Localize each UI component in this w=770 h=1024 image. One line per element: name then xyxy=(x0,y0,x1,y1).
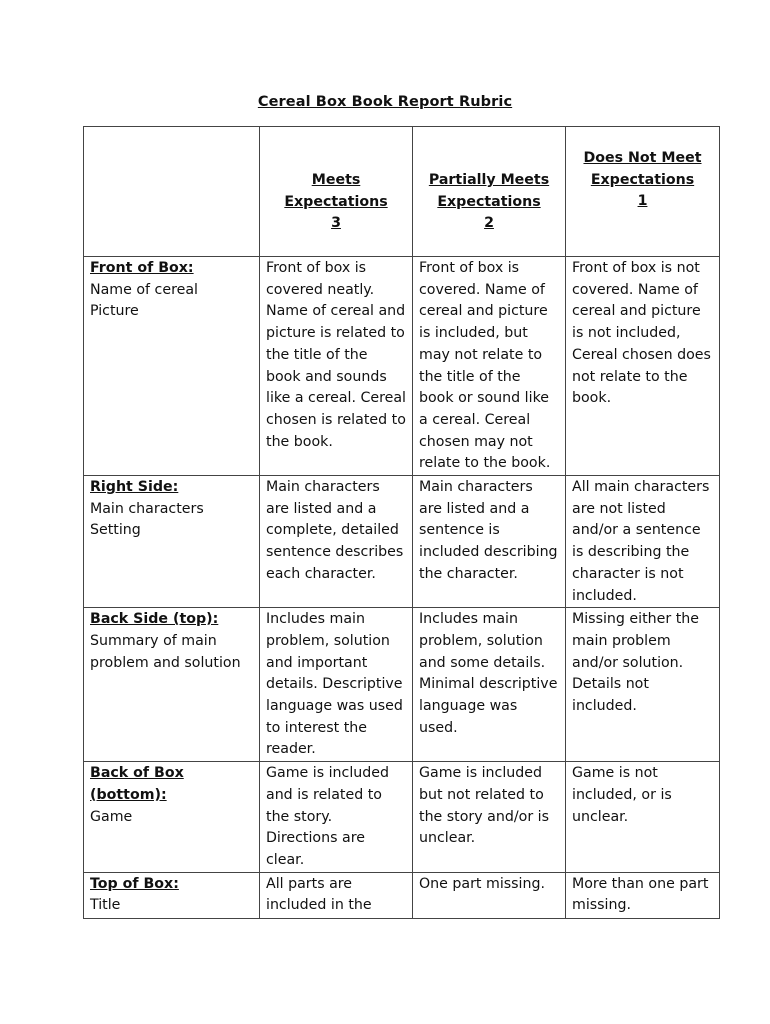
category-name: Right Side: xyxy=(90,479,179,496)
rubric-row-right-side xyxy=(84,476,720,608)
category-cell xyxy=(84,257,260,476)
category-cell xyxy=(84,872,260,918)
partial-cell: Main characters are listed and a sentence is included describing the character. xyxy=(413,476,566,608)
not-meet-cell: Missing either the main problem and/or solution. Details not included. xyxy=(566,608,720,762)
category-item: Picture xyxy=(90,303,139,320)
header-not-meet-line: Expectations xyxy=(590,171,695,188)
meets-cell: Game is included and is related to the story. Directions are clear. xyxy=(260,762,413,873)
header-meets-score: 3 xyxy=(331,215,341,232)
partial-cell: One part missing. xyxy=(413,872,566,918)
partial-cell: Includes main problem, solution and some details. Minimal descriptive language was used. xyxy=(413,608,566,762)
header-cell-partial xyxy=(413,127,566,257)
header-partial-score: 2 xyxy=(484,215,494,232)
header-meets-line: Expectations xyxy=(284,193,388,210)
not-meet-cell: Front of box is not covered. Name of cereal and picture is not included, Cereal chosen does not relate to the book. xyxy=(566,257,720,476)
header-partial-line: Expectations xyxy=(437,193,541,210)
header-row xyxy=(84,127,720,257)
partial-cell: Game is included but not related to the story and/or is unclear. xyxy=(413,762,566,873)
category-cell xyxy=(84,608,260,762)
category-item: Title xyxy=(90,897,121,914)
category-name: Back of Box (bottom): xyxy=(90,765,184,803)
category-name: Front of Box: xyxy=(90,260,194,276)
header-meets-line: Meets xyxy=(311,171,361,188)
partial-cell: Front of box is covered. Name of cereal and picture is included, but may not relate to the title of the book or sound like a cereal. Cereal chosen may not relate to the book. xyxy=(413,257,566,476)
rubric-row-back-side-top xyxy=(84,608,720,762)
meets-cell: Front of box is covered neatly. Name of cereal and picture is related to the title of the book and sounds like a cereal. Cereal chosen is related to the book. xyxy=(260,257,413,476)
not-meet-cell: Game is not included, or is unclear. xyxy=(566,762,720,873)
not-meet-cell: More than one part missing. xyxy=(566,872,720,918)
category-cell xyxy=(84,476,260,608)
header-cell-not-meet xyxy=(566,127,720,257)
category-item: Summary of main problem and solution xyxy=(90,632,241,671)
header-not-meet-score: 1 xyxy=(637,193,648,210)
category-item: Name of cereal xyxy=(90,281,198,298)
category-name: Top of Box: xyxy=(90,875,179,892)
category-cell xyxy=(84,762,260,873)
meets-cell: Includes main problem, solution and important details. Descriptive language was used to interest the reader. xyxy=(260,608,413,762)
header-cell-meets xyxy=(260,127,413,257)
category-name: Back Side (top): xyxy=(90,611,219,628)
category-item: Game xyxy=(90,808,133,825)
rubric-row-front-of-box xyxy=(84,257,720,476)
rubric-table xyxy=(83,126,720,919)
rubric-row-back-of-box-bottom xyxy=(84,762,720,873)
category-item: Setting xyxy=(90,522,141,539)
not-meet-cell: All main characters are not listed and/or a sentence is describing the character is not included. xyxy=(566,476,720,608)
meets-cell: Main characters are listed and a complete, detailed sentence describes each character. xyxy=(260,476,413,608)
document-title: Cereal Box Book Report Rubric xyxy=(257,94,513,110)
meets-cell: All parts are included in the xyxy=(260,872,413,918)
category-item: Main characters xyxy=(90,500,204,517)
header-cell-blank xyxy=(84,127,260,257)
header-not-meet-line: Does Not Meet xyxy=(583,149,702,166)
header-partial-line: Partially Meets xyxy=(428,171,550,188)
rubric-row-top-of-box xyxy=(84,872,720,918)
